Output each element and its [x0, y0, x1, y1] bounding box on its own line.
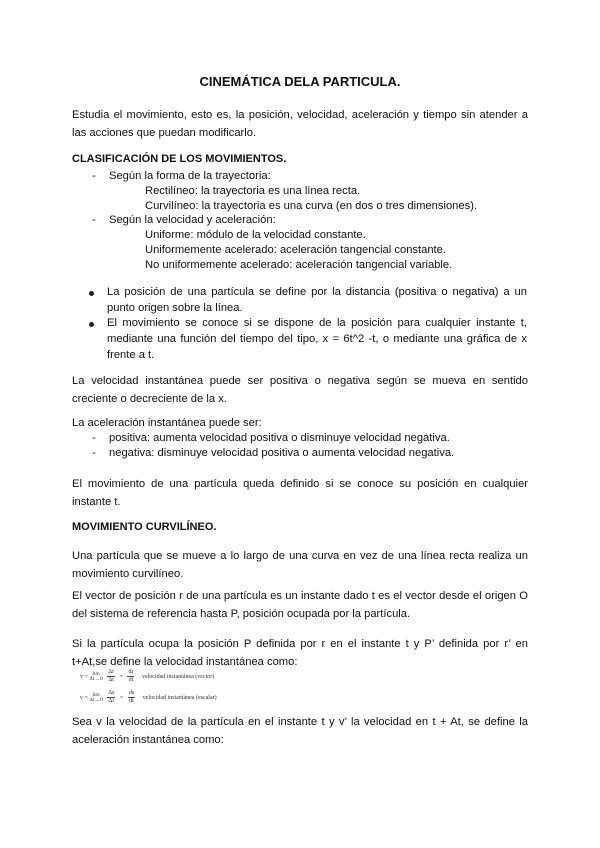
list-item: Rectilíneo: la trayectoria es una línea recta.: [145, 185, 361, 197]
curvilinear-paragraph-3: Si la partícula ocupa la posición P definida por r en el instante t y P’ definida por r’ en t+At,se define la velocidad instantánea como:: [72, 638, 528, 668]
classification-heading: CLASIFICACIÓN DE LOS MOVIMIENTOS.: [72, 153, 287, 165]
curvilinear-paragraph-1: Una partícula que se mueve a lo largo de una curva en vez de una línea recta realiza un movimiento curvilíneo.: [72, 550, 528, 580]
list-item: No uniformemente acelerado: aceleración tangencial variable.: [145, 259, 453, 271]
velocity-scalar-formula: v = lim Δt→0 $\frac{\Delta s}{\Delta t}$ = $\frac{ds}{dt}$ velocidad instantánea (escalar): [80, 690, 217, 704]
list-item: Uniformemente acelerado: aceleración tangencial constante.: [145, 244, 446, 256]
dash-marker: -: [92, 432, 96, 444]
dash-marker: -: [92, 214, 96, 226]
defined-paragraph: El movimiento de una partícula queda definido si se conoce su posición en cualquier instante t.: [72, 478, 528, 508]
bullet-item: La posición de una partícula se define por la distancia (positiva o negativa) a un punto origen sobre la línea.: [107, 286, 527, 314]
list-item: negativa: disminuye velocidad positiva o aumenta velocidad negativa.: [109, 447, 455, 459]
page-title: CINEMÁTICA DELA PARTICULA.: [199, 74, 401, 89]
group-label: Según la velocidad y aceleración:: [109, 214, 276, 226]
acceleration-intro: La aceleración instantánea puede ser:: [72, 417, 262, 429]
velocity-vector-formula: v = lim Δt→0 $\frac{\Delta r}{\Delta t}$ = $\frac{dr}{dt}$ velocidad instantánea (vector): [80, 669, 215, 683]
curvilinear-paragraph-4: Sea v la velocidad de la partícula en el instante t y v’ la velocidad en t + At, se define la aceleración instantánea como:: [72, 716, 528, 746]
curvilinear-paragraph-2: El vector de posición r de una partícula es un instante dado t es el vector desde el origen O del sistema de referencia hasta P, posición ocupada por la partícula.: [72, 590, 528, 620]
velocity-paragraph: La velocidad instantánea puede ser positiva o negativa según se mueva en sentido creciente o decreciente de la x.: [72, 375, 528, 405]
list-item: positiva: aumenta velocidad positiva o disminuye velocidad negativa.: [109, 432, 450, 444]
bullet-icon: [89, 322, 94, 327]
bullet-item: El movimiento se conoce si se dispone de la posición para cualquier instante t, mediante una función del tiempo del tipo, x = 6t^2 -t, o mediante una gráfica de x frente a t.: [107, 317, 527, 361]
dash-marker: -: [92, 170, 96, 182]
intro-paragraph: Estudia el movimiento, esto es, la posición, velocidad, aceleración y tiempo sin atender a las acciones que puedan modificarlo.: [72, 109, 528, 139]
group-label: Según la forma de la trayectoria:: [109, 170, 271, 182]
bullet-icon: [89, 291, 94, 296]
dash-marker: -: [92, 447, 96, 459]
list-item: Uniforme: módulo de la velocidad constante.: [145, 229, 366, 241]
list-item: Curvilíneo: la trayectoria es una curva (en dos o tres dimensiones).: [145, 200, 478, 212]
curvilinear-heading: MOVIMIENTO CURVILÍNEO.: [72, 521, 217, 533]
